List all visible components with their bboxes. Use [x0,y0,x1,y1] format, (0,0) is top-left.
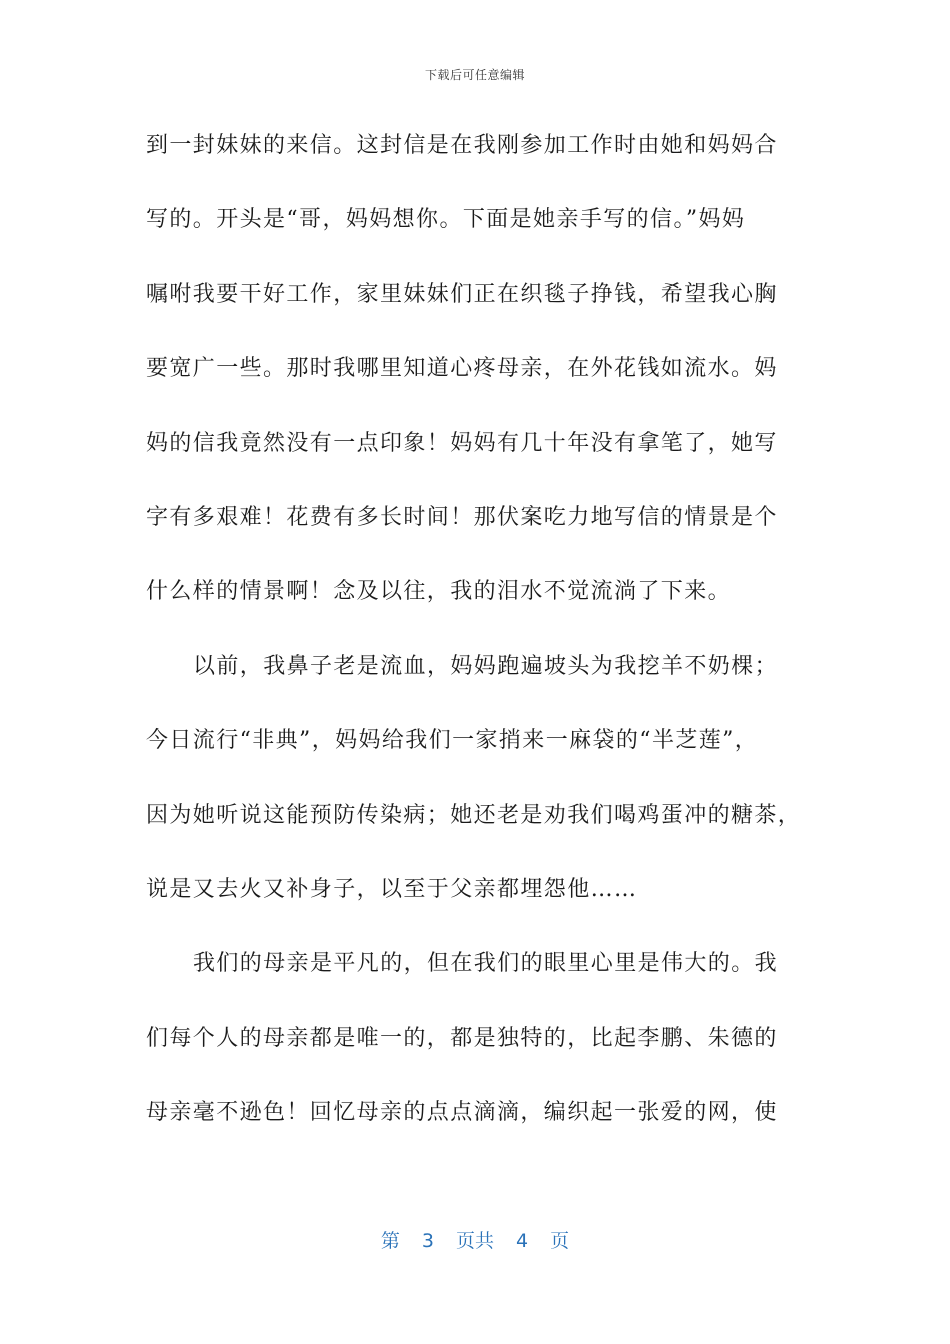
paragraph-start-line: 我们的母亲是平凡的，但在我们的眼里心里是伟大的。我 [193,951,779,977]
document-body [146,122,806,1163]
page-header: 下载后可任意编辑 [424,68,525,82]
text-line: 说是又去火又补身子，以至于父亲都埋怨他…… [146,876,638,902]
text-line: 要宽广一些。那时我哪里知道心疼母亲，在外花钱如流水。妈 [146,356,778,382]
text-line: 因为她听说这能预防传染病；她还老是劝我们喝鸡蛋冲的糖茶， [146,802,802,828]
footer-prefix: 第 [380,1230,400,1252]
text-line: 字有多艰难！花费有多长时间！那伏案吃力地写信的情景是个 [146,504,778,530]
text-line: 到一封妹妹的来信。这封信是在我刚参加工作时由她和妈妈合 [146,133,778,158]
total-page-number: 4 [516,1230,529,1252]
text-line: 嘱咐我要干好工作，家里妹妹们正在织毯子挣钱，希望我心胸 [146,281,778,307]
text-line: 写的。开头是“哥，妈妈想你。下面是她亲手写的信。”妈妈 [146,207,746,233]
text-line: 妈的信我竟然没有一点印象！妈妈有几十年没有拿笔了，她写 [146,430,778,456]
text-line: 什么样的情景啊！念及以往，我的泪水不觉流淌了下来。 [146,579,732,605]
text-line: 们每个人的母亲都是唯一的，都是独特的，比起李鹏、朱德的 [146,1025,778,1051]
text-line: 今日流行“非典”，妈妈给我们一家捎来一麻袋的“半芝莲”， [146,728,759,754]
paragraph-start-line: 以前，我鼻子老是流血，妈妈跑遍坡头为我挖羊不奶棵； [193,653,779,679]
current-page-number: 3 [421,1230,434,1252]
footer-middle: 页共 [455,1230,494,1252]
text-line: 母亲毫不逊色！回忆母亲的点点滴滴，编织起一张爱的网，使 [146,1100,778,1126]
page-footer [0,1226,950,1253]
footer-suffix: 页 [550,1230,570,1252]
